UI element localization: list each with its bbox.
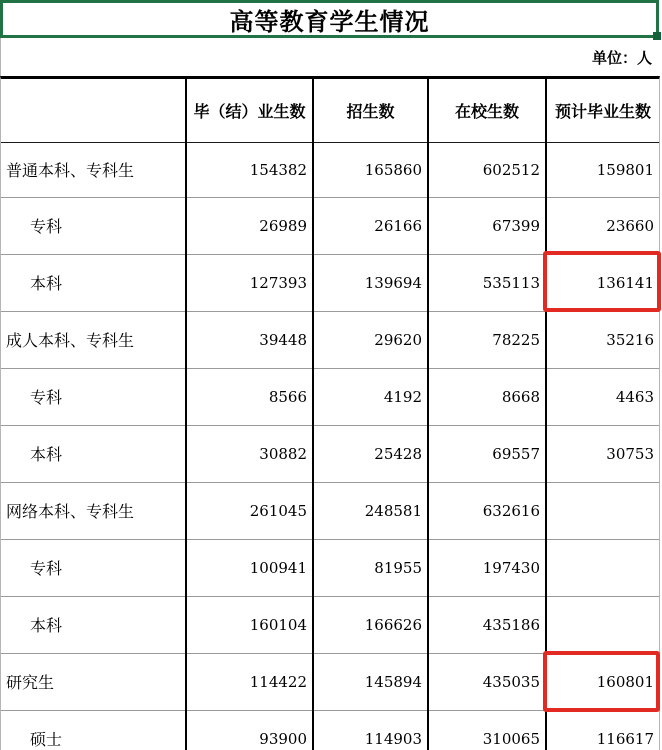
value-cell[interactable]: 602512 [428, 142, 546, 197]
row-label-cell[interactable]: 本科 [1, 254, 186, 311]
value-cell[interactable]: 81955 [313, 539, 428, 596]
row-label-cell[interactable]: 本科 [1, 596, 186, 653]
value-cell[interactable]: 100941 [186, 539, 313, 596]
value-cell[interactable]: 25428 [313, 425, 428, 482]
value-cell[interactable]: 145894 [313, 653, 428, 710]
value-cell[interactable]: 435035 [428, 653, 546, 710]
value-cell[interactable]: 69557 [428, 425, 546, 482]
value-cell[interactable]: 4463 [546, 368, 659, 425]
value-cell[interactable]: 136141 [546, 254, 659, 311]
row-label-cell[interactable]: 硕士 [1, 710, 186, 750]
col-header-expected-graduates[interactable]: 预计毕业生数 [546, 79, 659, 142]
value-cell[interactable]: 23660 [546, 197, 659, 254]
value-cell[interactable]: 435186 [428, 596, 546, 653]
value-cell[interactable]: 535113 [428, 254, 546, 311]
row-label-cell[interactable]: 专科 [1, 368, 186, 425]
value-cell[interactable]: 139694 [313, 254, 428, 311]
value-cell[interactable]: 160801 [546, 653, 659, 710]
value-cell[interactable]: 632616 [428, 482, 546, 539]
value-cell[interactable]: 248581 [313, 482, 428, 539]
value-cell[interactable]: 114422 [186, 653, 313, 710]
value-cell[interactable]: 116617 [546, 710, 659, 750]
value-cell[interactable]: 261045 [186, 482, 313, 539]
row-label-cell[interactable]: 网络本科、专科生 [1, 482, 186, 539]
value-cell[interactable] [546, 596, 659, 653]
table-row [1, 425, 659, 482]
table-row [1, 142, 659, 197]
row-label-cell[interactable]: 专科 [1, 539, 186, 596]
table-row [1, 254, 659, 311]
row-label-cell[interactable]: 研究生 [1, 653, 186, 710]
table-row [1, 311, 659, 368]
col-header-current-students[interactable]: 在校生数 [428, 79, 546, 142]
value-cell[interactable]: 4192 [313, 368, 428, 425]
value-cell[interactable]: 67399 [428, 197, 546, 254]
table-row [1, 368, 659, 425]
col-header-graduates[interactable]: 毕（结）业生数 [186, 79, 313, 142]
value-cell[interactable]: 8566 [186, 368, 313, 425]
unit-label: 单位：人 [591, 48, 652, 67]
value-cell[interactable]: 26166 [313, 197, 428, 254]
value-cell[interactable]: 35216 [546, 311, 659, 368]
value-cell[interactable]: 114903 [313, 710, 428, 750]
table-row [1, 482, 659, 539]
table-row [1, 539, 659, 596]
table-row [1, 197, 659, 254]
value-cell[interactable]: 26989 [186, 197, 313, 254]
unit-row [0, 38, 662, 76]
value-cell[interactable]: 197430 [428, 539, 546, 596]
value-cell[interactable]: 39448 [186, 311, 313, 368]
table-title-box[interactable] [0, 0, 659, 38]
value-cell[interactable]: 159801 [546, 142, 659, 197]
col-header-rowlabel[interactable] [1, 79, 186, 142]
value-cell[interactable]: 29620 [313, 311, 428, 368]
value-cell[interactable] [546, 482, 659, 539]
table-row [1, 653, 659, 710]
students-table-wrap [0, 76, 660, 750]
page-title: 高等教育学生情况 [229, 6, 430, 36]
row-label-cell[interactable]: 成人本科、专科生 [1, 311, 186, 368]
value-cell[interactable]: 8668 [428, 368, 546, 425]
value-cell[interactable]: 154382 [186, 142, 313, 197]
row-label-cell[interactable]: 专科 [1, 197, 186, 254]
col-header-enrollment[interactable]: 招生数 [313, 79, 428, 142]
table-row [1, 710, 659, 750]
value-cell[interactable]: 30753 [546, 425, 659, 482]
value-cell[interactable]: 166626 [313, 596, 428, 653]
value-cell[interactable]: 165860 [313, 142, 428, 197]
value-cell[interactable] [546, 539, 659, 596]
row-label-cell[interactable]: 普通本科、专科生 [1, 142, 186, 197]
value-cell[interactable]: 30882 [186, 425, 313, 482]
value-cell[interactable]: 93900 [186, 710, 313, 750]
row-label-cell[interactable]: 本科 [1, 425, 186, 482]
table-row [1, 596, 659, 653]
value-cell[interactable]: 127393 [186, 254, 313, 311]
value-cell[interactable]: 78225 [428, 311, 546, 368]
value-cell[interactable]: 160104 [186, 596, 313, 653]
students-table [1, 79, 659, 750]
header-row [1, 79, 659, 142]
value-cell[interactable]: 310065 [428, 710, 546, 750]
